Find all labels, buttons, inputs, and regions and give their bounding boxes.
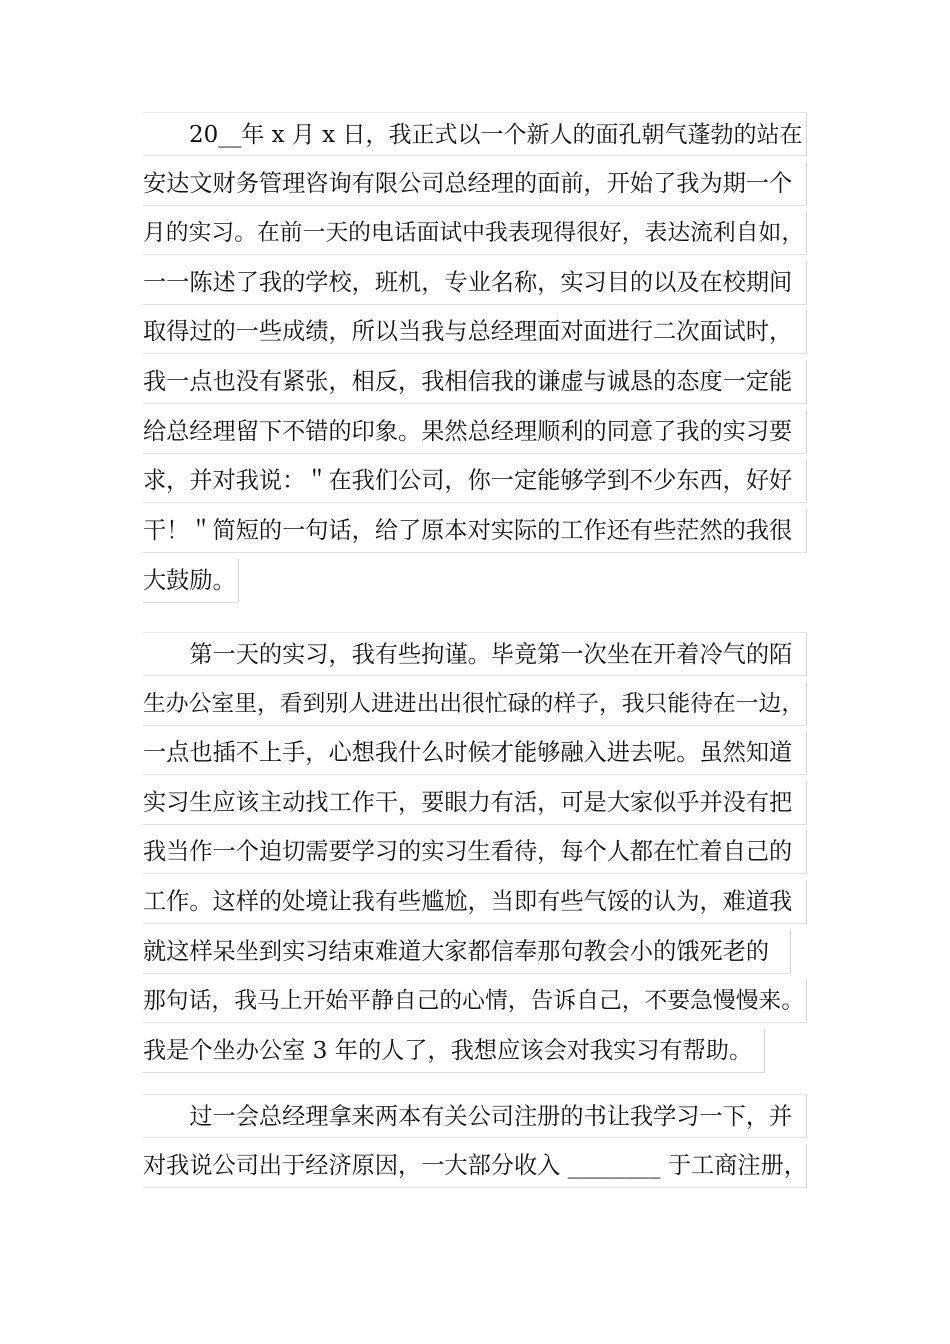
paragraph-2-line-8: 那句话，我马上开始平静自己的心情，告诉自己，不要急慢慢来。 (143, 979, 807, 1023)
paragraph-2-line-2: 生办公室里，看到别人进进出出很忙碌的样子，我只能待在一边， (143, 682, 807, 726)
paragraph-1-line-6: 我一点也没有紧张，相反，我相信我的谦虚与诚恳的态度一定能 (143, 360, 807, 404)
paragraph-2-line-5: 我当作一个迫切需要学习的实习生看待，每个人都在忙着自己的 (143, 830, 807, 874)
paragraph-1-line-3: 月的实习。在前一天的电话面试中我表现得很好，表达流利自如， (143, 211, 807, 255)
paragraph-1-line-9: 干！＂简短的一句话，给了原本对实际的工作还有些茫然的我很 (143, 509, 807, 553)
paragraph-2-line-1: 第一天的实习，我有些拘谨。毕竟第一次坐在开着冷气的陌 (143, 632, 807, 676)
paragraph-1-line-1: 20__年 x 月 x 日，我正式以一个新人的面孔朝气蓬勃的站在 (143, 112, 807, 156)
paragraph-1-line-10: 大鼓励。 (143, 559, 239, 603)
paragraph-2-line-4: 实习生应该主动找工作干，要眼力有活，可是大家似乎并没有把 (143, 781, 807, 825)
paragraph-1-line-4: 一一陈述了我的学校，班机，专业名称，实习目的以及在校期间 (143, 261, 807, 305)
paragraph-3-line-1: 过一会总经理拿来两本有关公司注册的书让我学习一下，并 (143, 1094, 807, 1138)
paragraph-2-line-3: 一点也插不上手，心想我什么时候才能够融入进去呢。虽然知道 (143, 731, 807, 775)
paragraph-2-line-6: 工作。这样的处境让我有些尴尬，当即有些气馁的认为，难道我 (143, 880, 807, 924)
paragraph-2-line-7: 就这样呆坐到实习结束难道大家都信奉那句教会小的饿死老的 (143, 930, 791, 974)
paragraph-1-line-8: 求，并对我说：＂在我们公司，你一定能够学到不少东西，好好 (143, 459, 807, 503)
paragraph-1-line-7: 给总经理留下不错的印象。果然总经理顺利的同意了我的实习要 (143, 410, 807, 454)
paragraph-1-line-5: 取得过的一些成绩，所以当我与总经理面对面进行二次面试时， (143, 310, 807, 354)
paragraph-3-line-2: 对我说公司出于经济原因，一大部分收入 ________ 于工商注册， (143, 1144, 807, 1188)
paragraph-1-line-2: 安达文财务管理咨询有限公司总经理的面前，开始了我为期一个 (143, 162, 807, 206)
paragraph-2-line-9: 我是个坐办公室 3 年的人了，我想应该会对我实习有帮助。 (143, 1029, 765, 1073)
